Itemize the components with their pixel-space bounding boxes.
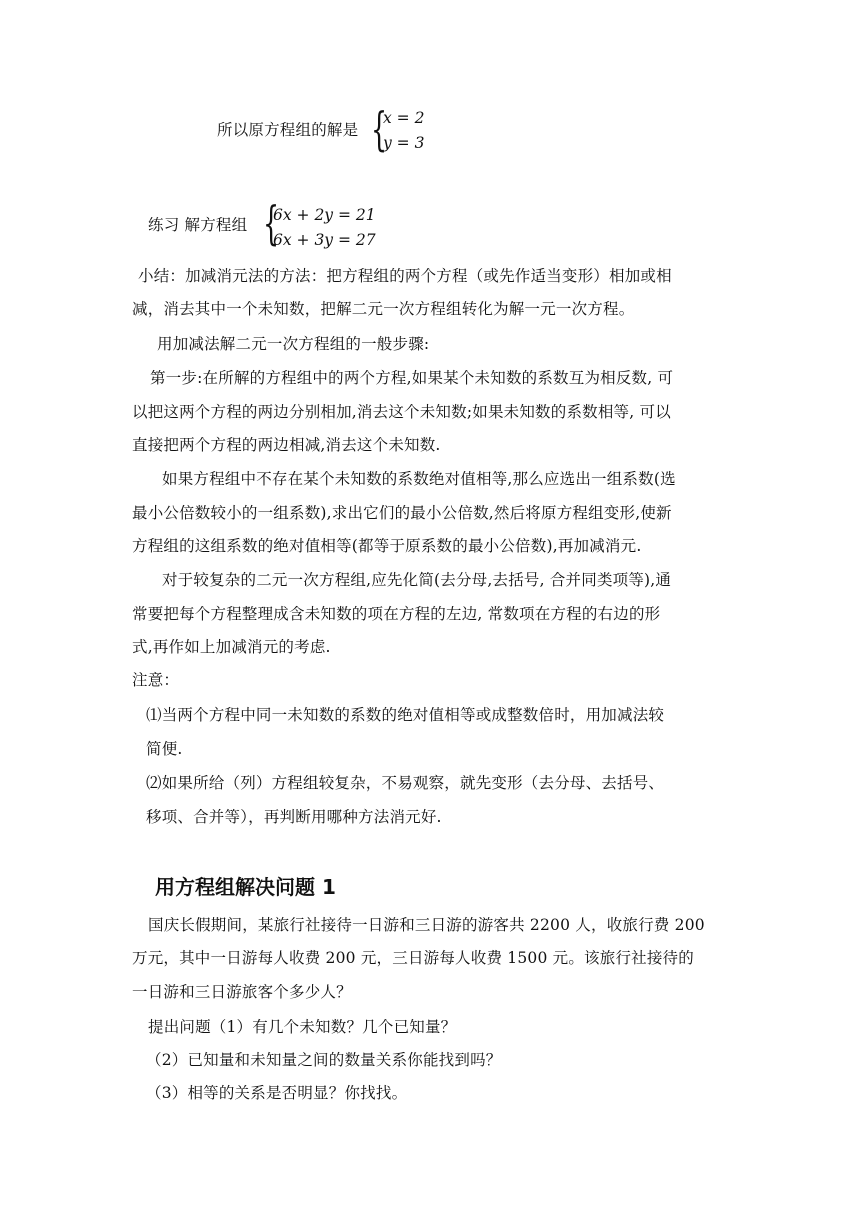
question-1: 提出问题（1）有几个未知数？几个已知量？ <box>148 1018 457 1036</box>
problem-line-2: 万元，其中一日游每人收费 200 元，三日游每人收费 1500 元。该旅行社接待的 <box>132 949 694 967</box>
left-brace: { <box>263 196 280 250</box>
section-title: 用方程组解决问题 1 <box>155 875 336 899</box>
note-item-1-line-1: ⑴当两个方程中同一未知数的系数的绝对值相等或成整数倍时，用加减法较 <box>146 706 665 724</box>
step1-line-1: 第一步:在所解的方程组中的两个方程,如果某个未知数的系数互为相反数, 可 <box>150 369 674 387</box>
para3-line-3: 式,再作如上加减消元的考虑. <box>132 638 331 656</box>
note-item-2-line-1: ⑵如果所给（列）方程组较复杂，不易观察，就先变形（去分母、去括号、 <box>146 774 665 792</box>
solution-prefix: 所以原方程组的解是 <box>217 121 359 139</box>
para3-line-2: 常要把每个方程整理成含未知数的项在方程的左边, 常数项在方程的右边的形 <box>132 605 661 623</box>
problem-line-1: 国庆长假期间，某旅行社接待一日游和三日游的游客共 2200 人，收旅行费 200 <box>148 916 705 934</box>
question-2: （2）已知量和未知量之间的数量关系你能找到吗？ <box>146 1051 502 1069</box>
problem-line-3: 一日游和三日游旅客个多少人？ <box>132 983 352 1001</box>
summary-line-2: 减，消去其中一个未知数，把解二元一次方程组转化为解一元一次方程。 <box>132 300 635 318</box>
note-item-1-line-2: 简便. <box>146 740 183 758</box>
summary-line-1: 小结：加减消元法的方法：把方程组的两个方程（或先作适当变形）相加或相 <box>138 267 672 285</box>
step1-line-3: 直接把两个方程的两边相减,消去这个未知数. <box>132 436 441 454</box>
practice-prefix: 练习 解方程组 <box>148 216 248 234</box>
para3-line-1: 对于较复杂的二元一次方程组,应先化简(去分母,去括号, 合并同类项等),通 <box>162 571 672 589</box>
steps-title: 用加减法解二元一次方程组的一般步骤: <box>157 335 430 353</box>
note-item-2-line-2: 移项、合并等），再判断用哪种方法消元好. <box>146 808 442 826</box>
solution-eq-y: y = 3 <box>383 134 425 152</box>
question-3: （3）相等的关系是否明显？你找找。 <box>146 1084 408 1102</box>
para2-line-2: 最小公倍数较小的一组系数),求出它们的最小公倍数,然后将原方程组变形,使新 <box>132 504 672 522</box>
practice-eq-2: 6x + 3y = 27 <box>273 231 376 249</box>
solution-eq-x: x = 2 <box>383 109 425 127</box>
para2-line-3: 方程组的这组系数的绝对值相等(都等于原系数的最小公倍数),再加减消元. <box>132 537 642 555</box>
note-label: 注意： <box>132 671 180 689</box>
left-brace: { <box>371 102 388 156</box>
practice-eq-1: 6x + 2y = 21 <box>273 206 376 224</box>
para2-line-1: 如果方程组中不存在某个未知数的系数绝对值相等,那么应选出一组系数(选 <box>162 470 676 488</box>
step1-line-2: 以把这两个方程的两边分别相加,消去这个未知数;如果未知数的系数相等, 可以 <box>132 403 671 421</box>
